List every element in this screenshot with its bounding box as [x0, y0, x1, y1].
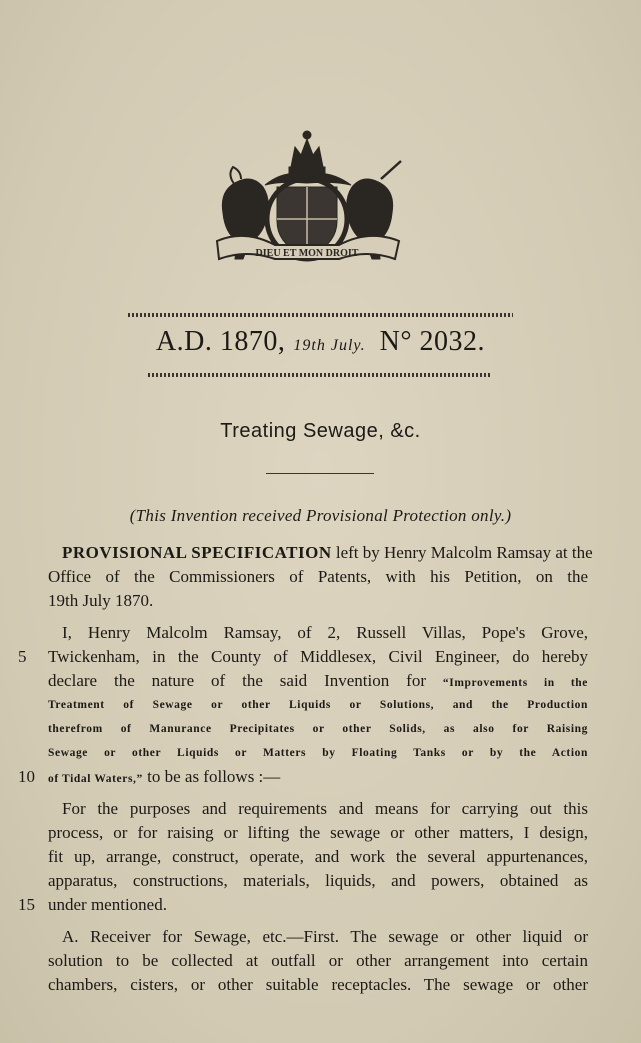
patent-header: [0, 326, 641, 358]
body-text: left by Henry Malcolm Ramsay at the: [335, 543, 593, 562]
body-line: under mentioned.: [48, 895, 167, 914]
top-divider: [128, 313, 513, 317]
body-line: 19th July 1870.: [48, 591, 154, 610]
body-line: chambers, cisters, or other suitable receptacles. The sewage or other: [48, 975, 588, 994]
invention-title-line: Treatment of Sewage or other Liquids or Solutions, and the Production: [48, 699, 588, 711]
line-number: 15: [18, 895, 35, 914]
invention-title-text: of Tidal Waters,”: [48, 773, 143, 785]
body-line: fit up, arrange, construct, operate, and work the several appurtenances,: [48, 847, 588, 866]
body-line: [62, 541, 593, 565]
body-line: Office of the Commissioners of Patents, with his Petition, on the: [48, 567, 588, 586]
body-line: solution to be collected at outfall or other arrangement into certain: [48, 951, 588, 970]
body-line: [48, 669, 588, 695]
body-line: [48, 765, 588, 791]
royal-coat-of-arms-icon: [205, 125, 410, 265]
header-date: 19th July.: [293, 337, 366, 354]
spec-heading: PROVISIONAL SPECIFICATION: [62, 543, 332, 562]
body-line: I, Henry Malcolm Ramsay, of 2, Russell Villas, Pope's Grove,: [62, 623, 588, 642]
bottom-divider: [148, 373, 490, 377]
body-line: For the purposes and requirements and means for carrying out this: [62, 799, 588, 818]
invention-title-line: therefrom of Manurance Precipitates or other Solids, as also for Raising: [48, 723, 588, 735]
crest-motto-scroll: DIEU ET MON DROIT: [255, 248, 359, 259]
page-title: Treating Sewage, &c.: [220, 420, 421, 442]
body-text: declare the nature of the said Invention for: [48, 671, 426, 690]
body-line: apparatus, constructions, materials, liquids, and powers, obtained as: [48, 871, 588, 890]
header-year: A.D. 1870,: [155, 326, 286, 357]
header-number: N° 2032.: [379, 326, 486, 357]
body-line: process, or for raising or lifting the sewage or other matters, I design,: [48, 823, 588, 842]
body-line: A. Receiver for Sewage, etc.—First. The sewage or other liquid or: [62, 927, 588, 946]
line-number: 5: [18, 647, 27, 666]
line-number: 10: [18, 767, 35, 786]
invention-title-text: “Improvements in the: [442, 677, 589, 689]
invention-title-line: Sewage or other Liquids or Matters by Floating Tanks or by the Action: [48, 747, 588, 759]
provisional-protection-note: (This Invention received Provisional Protection only.): [129, 506, 512, 525]
title-rule: [266, 473, 374, 474]
body-text: to be as follows :—: [147, 767, 281, 786]
body-line: Twickenham, in the County of Middlesex, Civil Engineer, do hereby: [48, 647, 588, 666]
